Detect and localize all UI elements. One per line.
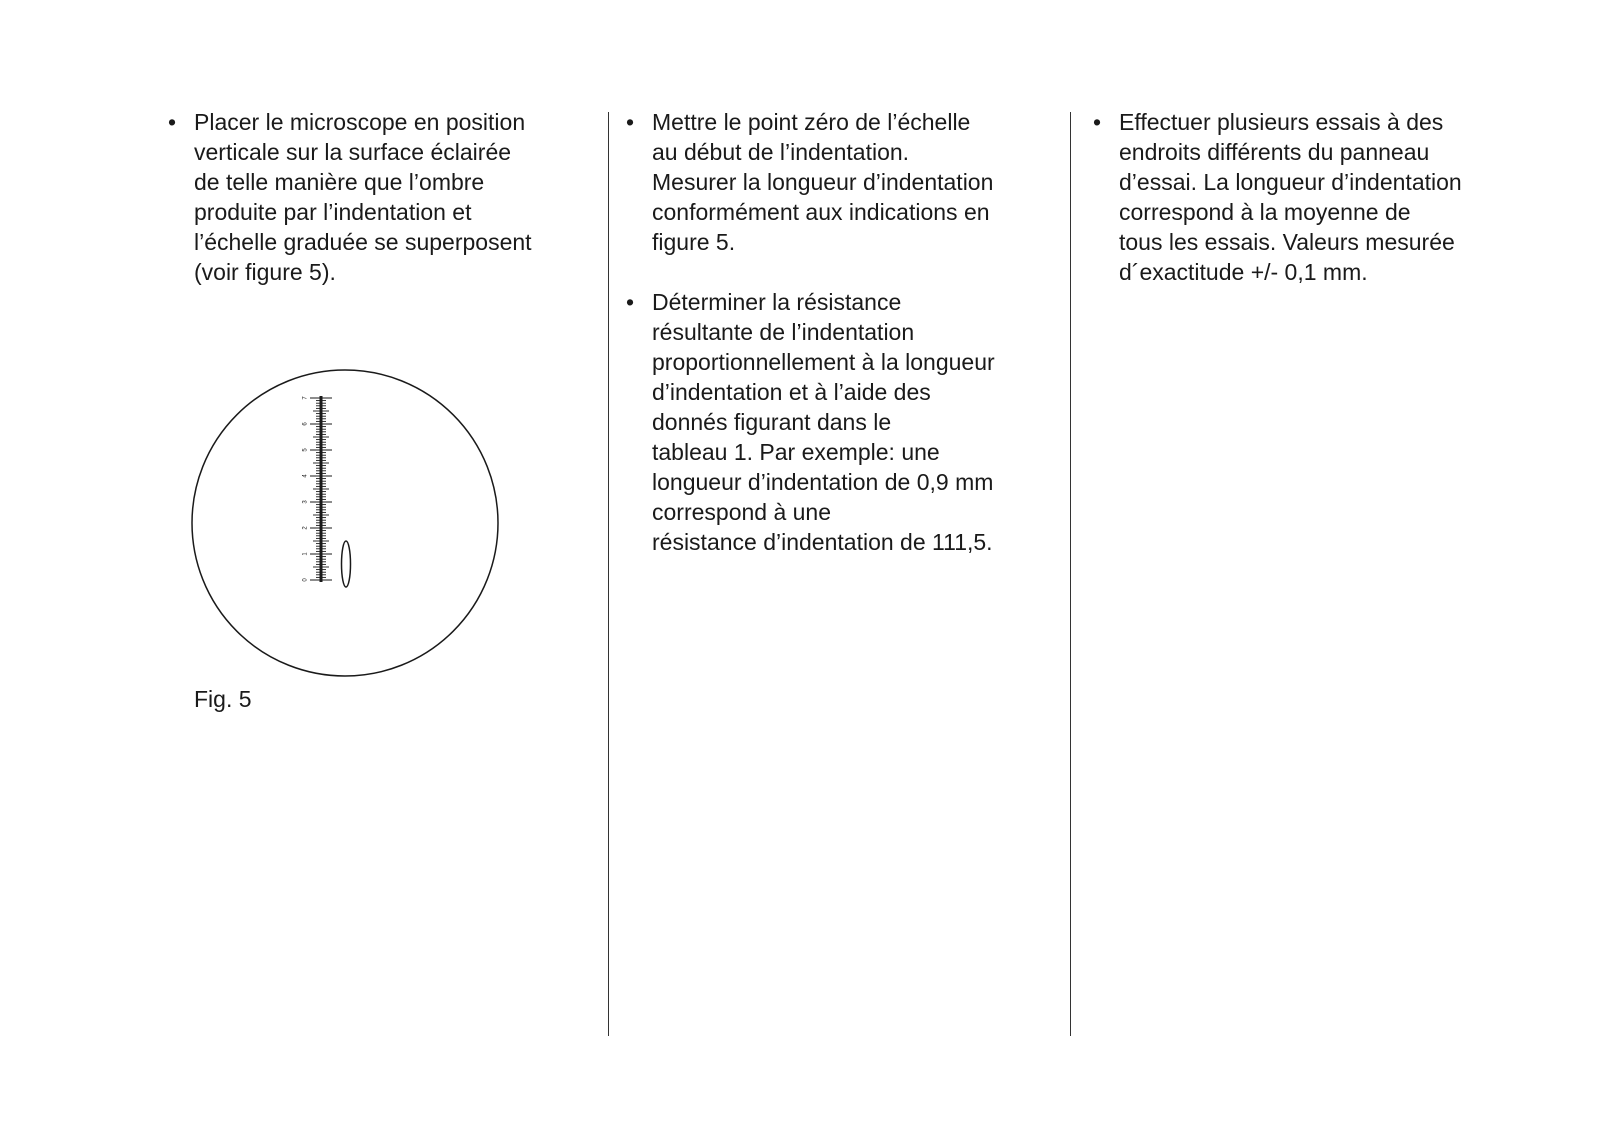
scale-label: 5 bbox=[302, 448, 309, 452]
bullet-item-resistance bbox=[618, 287, 1038, 557]
bullet-icon: • bbox=[1093, 109, 1102, 135]
text-line: Placer le microscope en position bbox=[194, 109, 526, 135]
microscope-view-figure bbox=[190, 368, 500, 678]
bullet-item-multiple-tests bbox=[1085, 107, 1505, 287]
scale-label: 1 bbox=[302, 552, 309, 556]
text-line: donnés figurant dans le bbox=[652, 409, 892, 435]
text-line: verticale sur la surface éclairée bbox=[194, 139, 512, 165]
text-line: endroits différents du panneau bbox=[1119, 139, 1430, 165]
figure-caption: Fig. 5 bbox=[194, 686, 252, 712]
bullet-icon: • bbox=[626, 289, 635, 315]
text-line: (voir figure 5). bbox=[194, 259, 336, 285]
bullet-icon: • bbox=[168, 109, 177, 135]
text-line: d’indentation et à l’aide des bbox=[652, 379, 931, 405]
scale-label: 7 bbox=[302, 396, 309, 400]
bullet-item-placement bbox=[160, 107, 570, 287]
text-line: Mesurer la longueur d’indentation bbox=[652, 169, 994, 195]
text-line: résultante de l’indentation bbox=[652, 319, 915, 345]
column-divider-1 bbox=[608, 112, 609, 1036]
graduated-scale bbox=[303, 396, 332, 582]
text-line: Mettre le point zéro de l’échelle bbox=[652, 109, 971, 135]
indentation-mark bbox=[342, 541, 351, 587]
text-line: Déterminer la résistance bbox=[652, 289, 902, 315]
scale-label: 0 bbox=[302, 578, 309, 582]
column-3 bbox=[1085, 107, 1505, 317]
text-line: proportionnellement à la longueur bbox=[652, 349, 995, 375]
text-line: conformément aux indications en bbox=[652, 199, 990, 225]
text-line: Effectuer plusieurs essais à des bbox=[1119, 109, 1444, 135]
text-line: tableau 1. Par exemple: une bbox=[652, 439, 940, 465]
text-line: longueur d’indentation de 0,9 mm bbox=[652, 469, 994, 495]
text-line: figure 5. bbox=[652, 229, 736, 255]
text-line: de telle manière que l’ombre bbox=[194, 169, 485, 195]
scale-label: 2 bbox=[302, 526, 309, 530]
text-line: correspond à la moyenne de bbox=[1119, 199, 1411, 225]
column-divider-2 bbox=[1070, 112, 1071, 1036]
text-line: résistance d’indentation de 111,5. bbox=[652, 529, 993, 555]
column-1 bbox=[160, 107, 570, 317]
bullet-icon: • bbox=[626, 109, 635, 135]
text-line: correspond à une bbox=[652, 499, 832, 525]
bullet-item-zero-point bbox=[618, 107, 1038, 257]
scale-label: 4 bbox=[302, 474, 309, 478]
text-line: d’essai. La longueur d’indentation bbox=[1119, 169, 1462, 195]
text-line: d´exactitude +/- 0,1 mm. bbox=[1119, 259, 1368, 285]
scale-label: 3 bbox=[302, 500, 309, 504]
microscope-field-circle bbox=[192, 370, 498, 676]
text-line: tous les essais. Valeurs mesurée bbox=[1119, 229, 1455, 255]
text-line: au début de l’indentation. bbox=[652, 139, 910, 165]
text-line: l’échelle graduée se superposent bbox=[194, 229, 532, 255]
text-line: produite par l’indentation et bbox=[194, 199, 472, 225]
scale-label: 6 bbox=[302, 422, 309, 426]
column-2 bbox=[618, 107, 1038, 587]
